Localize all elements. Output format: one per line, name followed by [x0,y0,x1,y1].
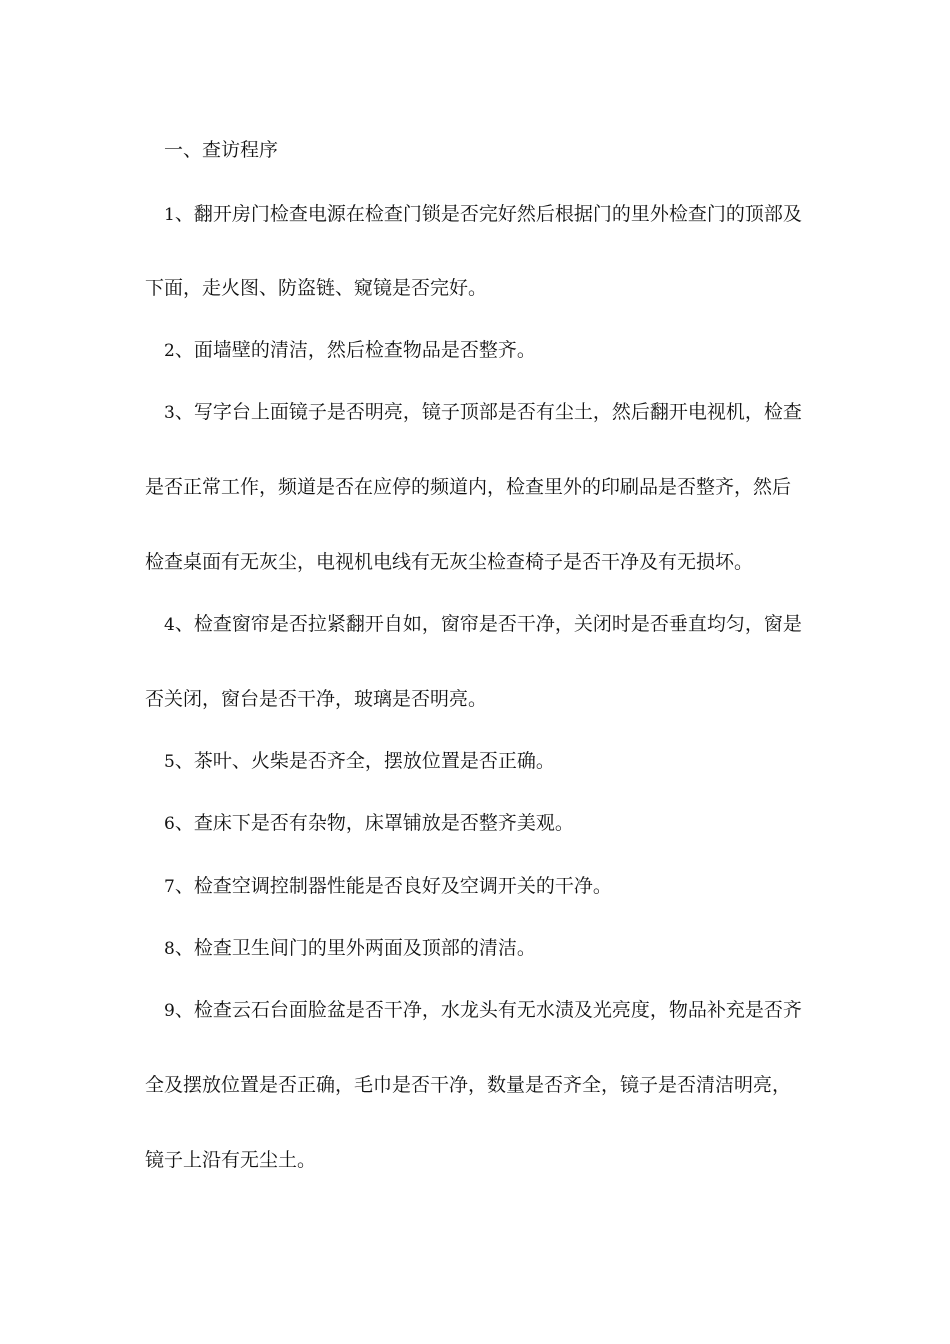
item-number: 3 [164,403,175,423]
item-number: 4 [164,615,175,635]
item-number: 9 [164,1001,175,1021]
item-7-line-1: 7、检查空调控制器性能是否良好及空调开关的干净。 [164,875,612,897]
item-number: 7 [164,877,175,897]
item-3-line-1: 3、写字台上面镜子是否明亮，镜子顶部是否有尘土，然后翻开电视机，检查 [164,401,802,423]
item-3-line-2: 是否正常工作，频道是否在应停的频道内，检查里外的印刷品是否整齐，然后 [145,476,792,498]
item-8-line-1: 8、检查卫生间门的里外两面及顶部的清洁。 [164,937,536,959]
item-6-line-1: 6、查床下是否有杂物，床罩铺放是否整齐美观。 [164,812,574,834]
item-9-line-2: 全及摆放位置是否正确，毛巾是否干净，数量是否齐全，镜子是否清洁明亮， [145,1074,792,1096]
item-1-line-2: 下面，走火图、防盗链、窥镜是否完好。 [145,277,488,299]
item-5-line-1: 5、茶叶、火柴是否齐全，摆放位置是否正确。 [164,750,555,772]
item-number: 5 [164,752,175,772]
item-3-line-3: 检查桌面有无灰尘，电视机电线有无灰尘检查椅子是否干净及有无损坏。 [145,551,754,573]
item-number: 6 [164,814,175,834]
item-9-line-3: 镜子上沿有无尘土。 [145,1149,317,1171]
item-9-line-1: 9、检查云石台面脸盆是否干净，水龙头有无水渍及光亮度，物品补充是否齐 [164,999,802,1021]
item-4-line-1: 4、检查窗帘是否拉紧翻开自如，窗帘是否干净，关闭时是否垂直均匀，窗是 [164,613,802,635]
section-heading: 一、查访程序 [164,139,279,161]
item-number: 1 [164,205,175,225]
item-1-line-1: 1、翻开房门检查电源在检查门锁是否完好然后根据门的里外检查门的顶部及 [164,203,802,225]
item-number: 8 [164,939,175,959]
item-number: 2 [164,341,175,361]
item-4-line-2: 否关闭，窗台是否干净，玻璃是否明亮。 [145,688,488,710]
item-2-line-1: 2、面墙壁的清洁，然后检查物品是否整齐。 [164,339,536,361]
